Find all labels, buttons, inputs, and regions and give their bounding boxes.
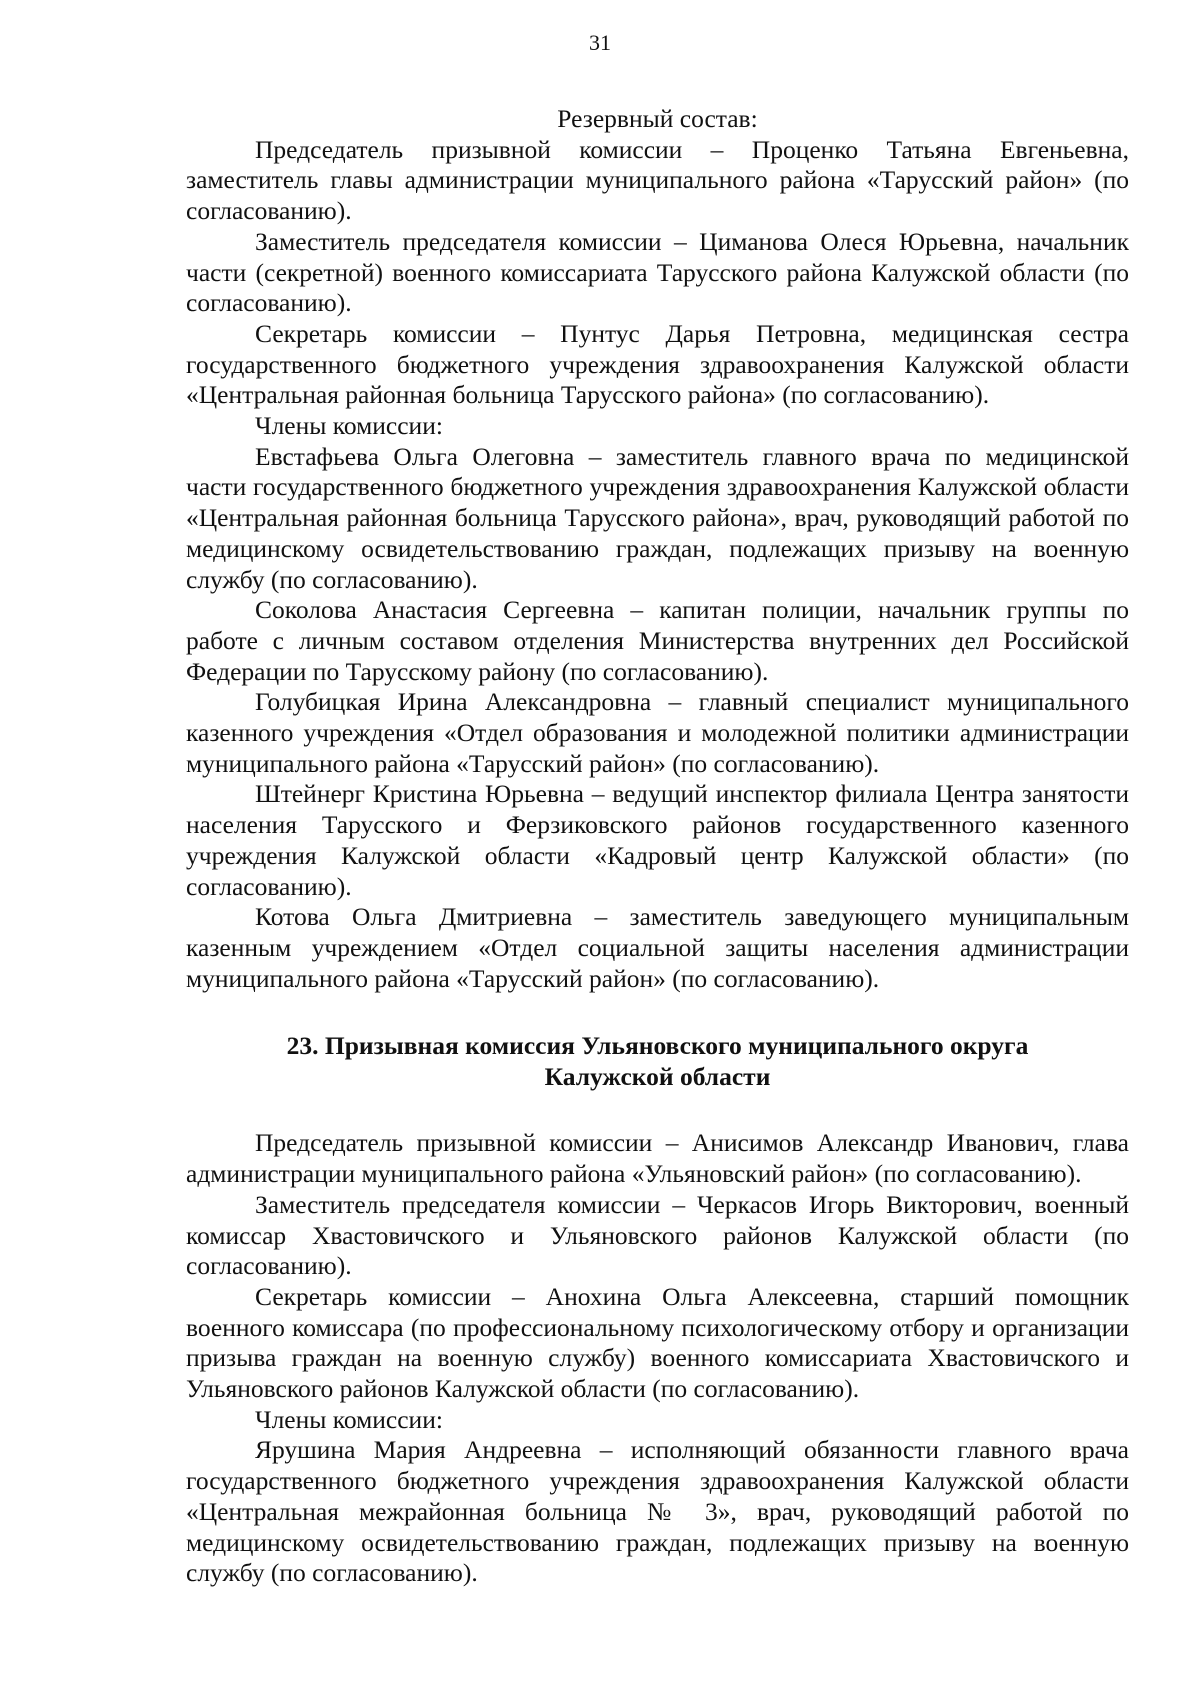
paragraph-tarusa-member-1: Евстафьева Ольга Олеговна – заместитель главного врача по медицинской части государственного бюджетного учреждения здравоохранения Калужской области «Центральная районная больница Тарусского района», врач, руководящий работой по медицинскому освидетельствованию граждан, подлежащих призыву на военную службу (по согласованию). <box>186 441 1129 594</box>
section-heading-line-1: 23. Призывная комиссия Ульяновского муниципального округа <box>286 1031 1029 1061</box>
paragraph-ulyanovsk-secretary: Секретарь комиссии – Анохина Ольга Алексеевна, старший помощник военного комиссара (по профессиональному психологическому отбору и организации призыва граждан на военную службу) военного комиссариата Хвастовичского и Ульяновского районов Калужской области (по согласованию). <box>186 1281 1129 1404</box>
document-body <box>186 104 1129 1589</box>
paragraph-tarusa-member-4: Штейнерг Кристина Юрьевна – ведущий инспектор филиала Центра занятости населения Тарусского и Ферзиковского районов государственного казенного учреждения Калужской области «Кадровый центр Калужской области» (по согласованию). <box>186 779 1129 901</box>
paragraph-tarusa-member-2: Соколова Анастасия Сергеевна – капитан полиции, начальник группы по работе с личным составом отделения Министерства внутренних дел Российской Федерации по Тарусскому району (по согласованию). <box>186 595 1129 686</box>
paragraph-tarusa-deputy: Заместитель председателя комиссии – Циманова Олеся Юрьевна, начальник части (секретной) военного комиссариата Тарусского района Калужской области (по согласованию). <box>186 226 1129 318</box>
paragraph-ulyanovsk-members-label: Члены комиссии: <box>255 1404 443 1434</box>
paragraph-tarusa-members-label: Члены комиссии: <box>255 411 443 441</box>
paragraph-tarusa-chairman: Председатель призывной комиссии – Проценко Татьяна Евгеньевна, заместитель главы администрации муниципального района «Тарусский район» (по согласованию). <box>186 134 1129 226</box>
paragraph-tarusa-member-5: Котова Ольга Дмитриевна – заместитель заведующего муниципальным казенным учреждением «Отдел социальной защиты населения администрации муниципального района «Тарусский район» (по согласованию). <box>186 902 1129 993</box>
section-heading <box>186 1030 1129 1092</box>
reserve-composition-title: Резервный состав: <box>557 104 758 133</box>
paragraph-ulyanovsk-member-1: Ярушина Мария Андреевна – исполняющий обязанности главного врача государственного бюджетного учреждения здравоохранения Калужской области «Центральная межрайонная больница № 3», врач, руководящий работой по медицинскому освидетельствованию граждан, подлежащих призыву на военную службу (по согласованию). <box>186 1435 1129 1588</box>
paragraph-tarusa-secretary: Секретарь комиссии – Пунтус Дарья Петровна, медицинская сестра государственного бюджетного учреждения здравоохранения Калужской области «Центральная районная больница Тарусского района» (по согласованию). <box>186 318 1129 410</box>
page-number: 31 <box>589 30 611 55</box>
section-heading-line-2: Калужской области <box>544 1062 771 1092</box>
paragraph-tarusa-member-3: Голубицкая Ирина Александровна – главный специалист муниципального казенного учреждения «Отдел образования и молодежной политики администрации муниципального района «Тарусский район» (по согласованию). <box>186 687 1129 778</box>
paragraph-ulyanovsk-deputy: Заместитель председателя комиссии – Черкасов Игорь Викторович, военный комиссар Хвастовичского и Ульяновского районов Калужской области (по согласованию). <box>186 1189 1129 1281</box>
paragraph-ulyanovsk-chairman: Председатель призывной комиссии – Анисимов Александр Иванович, глава администрации муниципального района «Ульяновский район» (по согласованию). <box>186 1128 1129 1189</box>
